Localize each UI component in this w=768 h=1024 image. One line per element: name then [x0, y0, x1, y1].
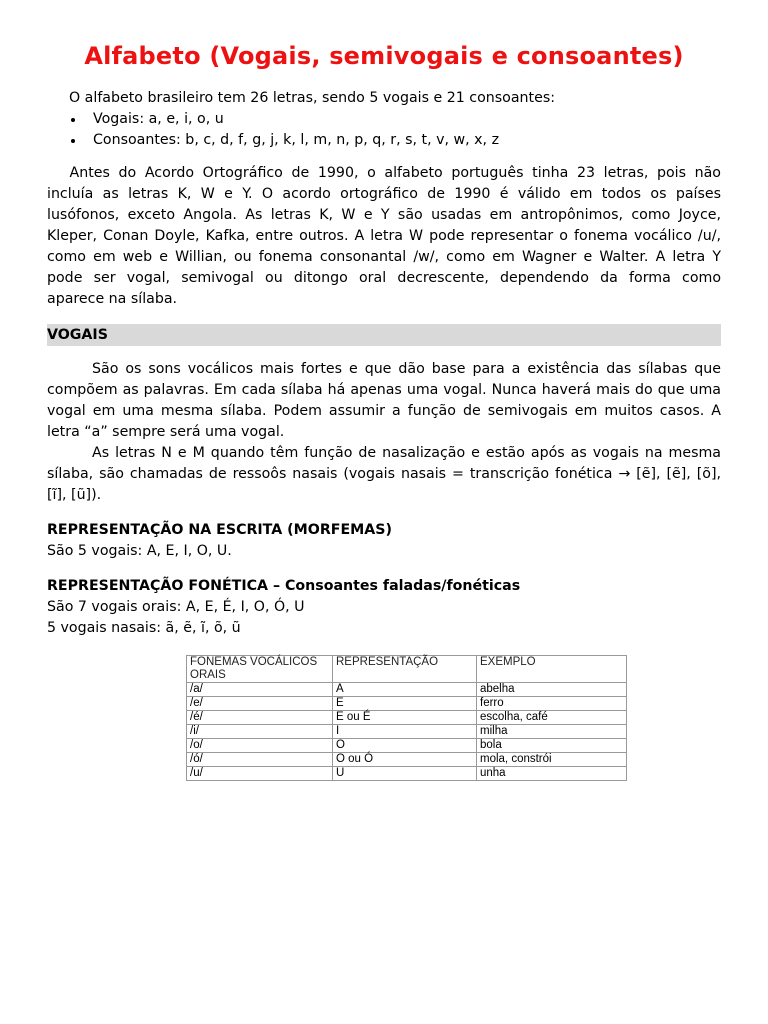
table-cell: ferro: [477, 697, 627, 711]
table-cell: escolha, café: [477, 711, 627, 725]
table-header-cell: FONEMAS VOCÁLICOS ORAIS: [187, 656, 333, 683]
paragraph-acordo: [47, 163, 721, 310]
table-cell: I: [333, 725, 477, 739]
table-cell: mola, constrói: [477, 753, 627, 767]
paragraph-line: lusófonos, exceto Angola. As letras K, W e Y são usadas em antropônimos, como Joyce,: [47, 207, 721, 223]
fonetica-nasais-text: 5 vogais nasais: ã, ẽ, ĩ, õ, ũ: [47, 620, 241, 636]
paragraph-line: [ĩ], [ũ]).: [47, 487, 102, 503]
paragraph-line: como em web e Willian, ou fonema consonantal /w/, como em Wagner e Walter. A letra Y: [47, 249, 721, 265]
paragraph-line: aparece na sílaba.: [47, 291, 178, 307]
table-cell: /e/: [187, 697, 333, 711]
table-cell: /ó/: [187, 753, 333, 767]
list-item: [0, 130, 768, 151]
table-row: [187, 725, 627, 739]
bullet-text-consoantes: Consoantes: b, c, d, f, g, j, k, l, m, n, p, q, r, s, t, v, w, x, z: [93, 132, 500, 148]
bullet-icon: [71, 118, 75, 122]
table-cell: /u/: [187, 767, 333, 781]
table-cell: abelha: [477, 683, 627, 697]
paragraph-line: Kleper, Conan Doyle, Kafka, entre outros. A letra W pode representar o fonema vocálico /u/,: [47, 228, 721, 244]
table-cell: /é/: [187, 711, 333, 725]
table-row: [187, 683, 627, 697]
paragraph-line: vogal em uma mesma sílaba. Podem assumir a função de semivogais em muitos casos. A: [47, 403, 721, 419]
table-cell: A: [333, 683, 477, 697]
bullet-icon: [71, 139, 75, 143]
table-header-cell: REPRESENTAÇÃO: [333, 656, 477, 683]
paragraph-line: incluía as letras K, W e Y. O acordo ortográfico de 1990 é válido em todos os países: [47, 186, 721, 202]
table-cell: milha: [477, 725, 627, 739]
table-row: [187, 711, 627, 725]
paragraph-line: Antes do Acordo Ortográfico de 1990, o alfabeto português tinha 23 letras, pois não: [69, 165, 721, 181]
table-row: [187, 753, 627, 767]
table-cell: /i/: [187, 725, 333, 739]
table-row: [187, 697, 627, 711]
escrita-text: São 5 vogais: A, E, I, O, U.: [47, 543, 232, 559]
paragraph-line: São os sons vocálicos mais fortes e que dão base para a existência das sílabas que: [92, 361, 721, 377]
heading-fonetica: REPRESENTAÇÃO FONÉTICA – Consoantes faladas/fonéticas: [47, 578, 521, 594]
paragraph-line: letra “a” sempre será uma vogal.: [47, 424, 285, 440]
table-cell: O ou Ó: [333, 753, 477, 767]
table-cell: /a/: [187, 683, 333, 697]
table-cell: unha: [477, 767, 627, 781]
list-item: [0, 109, 768, 130]
table-cell: /o/: [187, 739, 333, 753]
page-title: Alfabeto (Vogais, semivogais e consoantes): [84, 42, 684, 70]
alphabet-bullet-list: [0, 109, 768, 151]
table-header-cell: EXEMPLO: [477, 656, 627, 683]
table-cell: O: [333, 739, 477, 753]
section-heading-vogais: VOGAIS: [47, 324, 721, 346]
table-row: [187, 767, 627, 781]
paragraph-line: pode ser vogal, semivogal ou ditongo oral decrescente, dependendo da forma como: [47, 270, 721, 286]
paragraph-line: As letras N e M quando têm função de nasalização e estão após as vogais na mesma: [92, 445, 721, 461]
paragraph-vogais: [47, 359, 721, 443]
vowels-table: [186, 655, 627, 781]
table-cell: E ou É: [333, 711, 477, 725]
fonetica-orais-text: São 7 vogais orais: A, E, É, I, O, Ó, U: [47, 599, 305, 615]
paragraph-line: sílaba, são chamadas de ressoôs nasais (vogais nasais = transcrição fonética → [ẽ], [ẽ], [õ],: [47, 466, 721, 482]
table-header-row: [187, 656, 627, 683]
table-cell: U: [333, 767, 477, 781]
intro-text: O alfabeto brasileiro tem 26 letras, sendo 5 vogais e 21 consoantes:: [69, 90, 555, 106]
bullet-text-vogais: Vogais: a, e, i, o, u: [93, 111, 224, 127]
table-row: [187, 739, 627, 753]
table-cell: bola: [477, 739, 627, 753]
table-cell: E: [333, 697, 477, 711]
heading-escrita: REPRESENTAÇÃO NA ESCRITA (MORFEMAS): [47, 522, 392, 538]
paragraph-line: compõem as palavras. Em cada sílaba há apenas uma vogal. Nunca haverá mais do que uma: [47, 382, 721, 398]
paragraph-nasais: [47, 443, 721, 506]
